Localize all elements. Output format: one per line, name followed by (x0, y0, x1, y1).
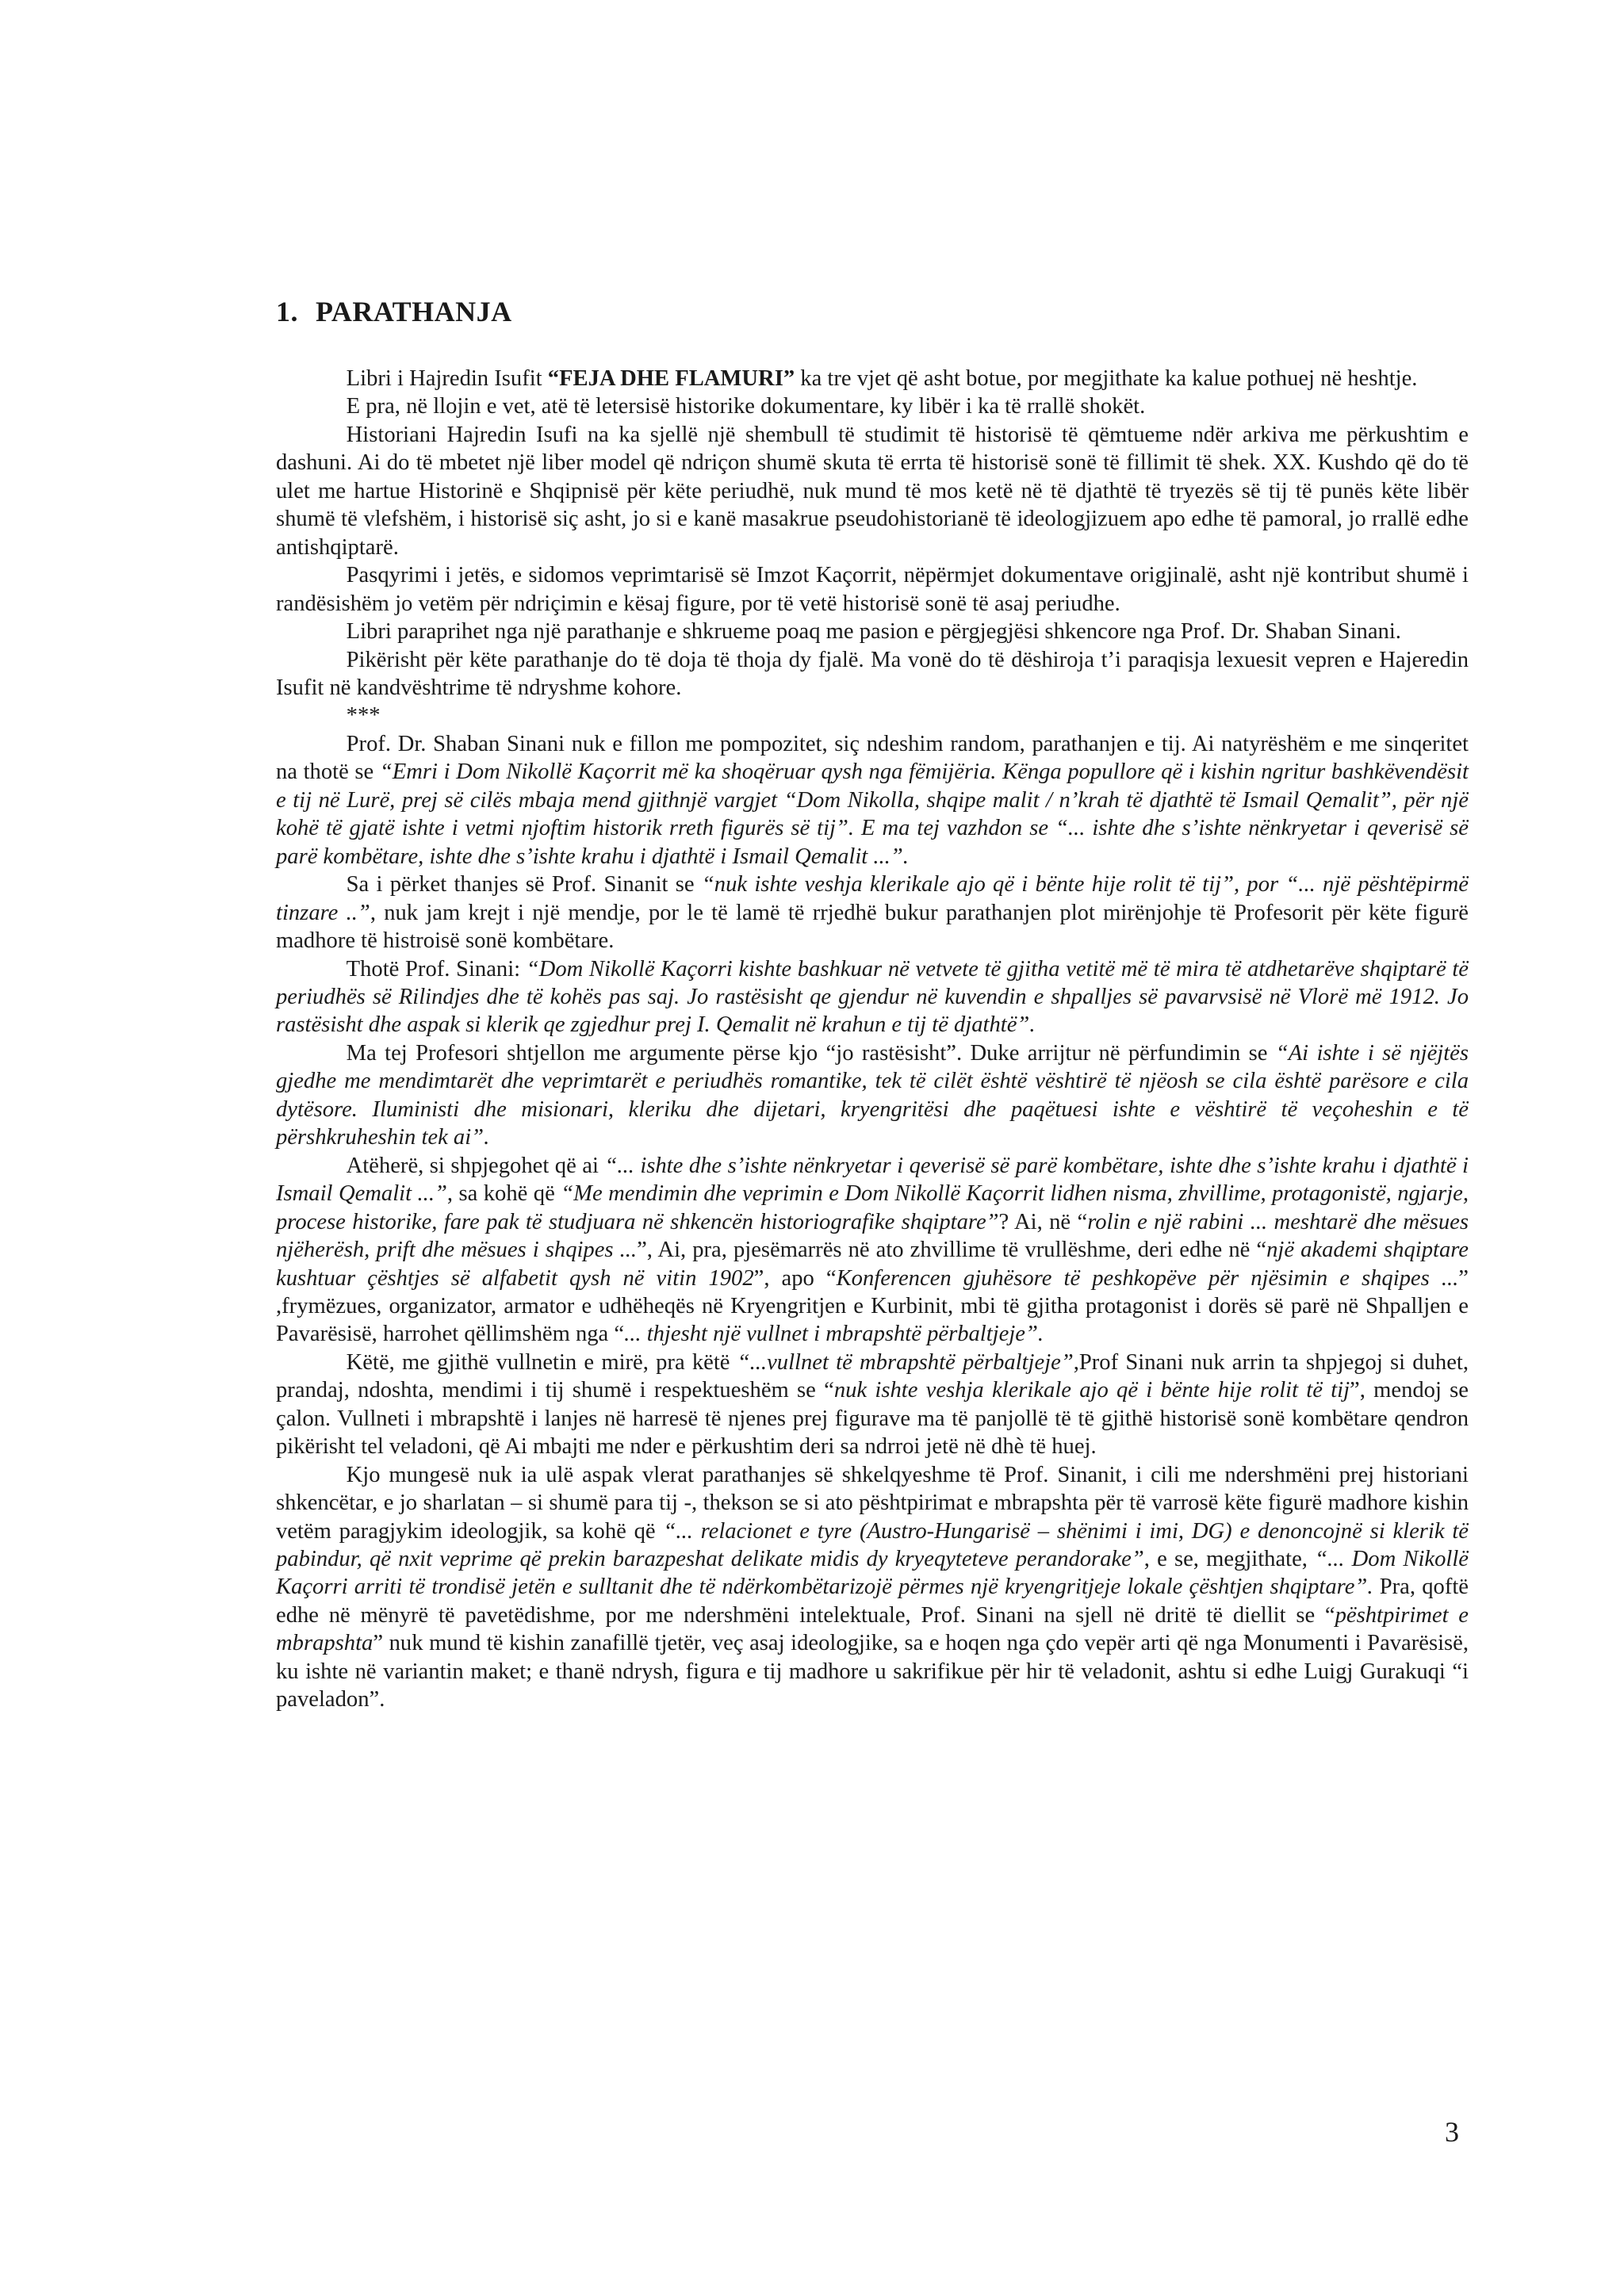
paragraph (276, 421, 1469, 561)
text-run: Pra, qoftë edhe në mënyrë të pavetëdishme, por me ndershmëni intelektuale, Prof. Sinani na sjell në dritë të diellit se “ (276, 1575, 1469, 1628)
text-run: Pikërisht për këte parathanje do të doja të thoja dy fjalë. Ma vonë do të dëshiroja t’i paraqisja lexuesit vepren e Hajeredin Isufit në kandvështrime të ndryshme kohore. (276, 647, 1469, 700)
text-run: Prof. Dr. Shaban Sinani nuk e fillon me pompozitet, siç ndeshim random, parathanjen e tij. Ai natyrëshëm e me sinqeritet na thotë se (276, 731, 1469, 785)
text-run: ” ,frymëzues, organizator, armator e udhëheqës në Kryengritjen e Kurbinit, mbi të gjitha protagonist i dorës së parë në Shpalljen e Pavarësisë, harrohet qëllimshëm nga “ (276, 1265, 1469, 1347)
quoted-text: “nuk ishte veshja klerikale ajo që i bënte hije rolit të tij”, por “... një pështëpirmë tinzare ..” (276, 872, 1469, 925)
text-run: ” nuk mund të kishin zanafillë tjetër, veç asaj ideologjike, sa e hoqen nga çdo vepër arti që nga Monumenti i Pavarësisë, ku ishte në variantin maket; e thanë ndrysh, figura e tij madhore u sakrifikue për hir të veladonit, ashtu si edhe Luigj Gurakuqi “i paveladon”. (276, 1631, 1469, 1712)
text-run: Pasqyrimi i jetës, e sidomos veprimtarisë së Imzot Kaçorrit, nëpërmjet dokumentave origjinalë, asht një kontribut shumë i randësishëm jo vetëm për ndriçimin e kësaj figure, por të vetë historisë sonë të asaj periudhe. (276, 563, 1469, 616)
quoted-text: rolin e një rabini ... meshtarë dhe mësues njëherësh, prift dhe mësues i shqipes ... (276, 1209, 1469, 1263)
quoted-text: ... thjesht një vullnet i mbrapshtë përbaltjeje”. (624, 1322, 1044, 1347)
text-run: Atëherë, si shpjegohet që ai (346, 1153, 605, 1178)
paragraph (276, 561, 1469, 618)
quoted-text: një akademi shqiptare kushtuar çështjes së alfabetit qysh në vitin 1902 (276, 1238, 1469, 1291)
text-run: Këtë, me gjithë vullnetin e mirë, pra këtë (346, 1349, 737, 1375)
section-number: 1. (276, 296, 298, 327)
paragraph (276, 1152, 1469, 1349)
text-run: Historiani Hajredin Isufi na ka sjellë një shembull të studimit të historisë të qëmtueme ndër arkiva me përkushtim e dashuni. Ai do të mbetet një liber model që ndriçon shumë skuta të errta të historisë sonë të fillimit të shek. XX. Kushdo që do të ulet me hartue Historinë e Shqipnisë për këte periudhë, nuk mund të mos ketë në të djathtë të tryezës së tij të punës këte libër shumë të vlefshëm, i historisë siç asht, jo si e kanë masakrue pseudohistorianë të ideologjizuem apo edhe të pamoral, jo rrallë edhe antishqiptarë. (276, 422, 1469, 560)
text-run: , sa kohë që (446, 1181, 561, 1207)
paragraph (276, 392, 1469, 420)
text-run: ,Prof Sinani nuk arrin ta shpjegoj si duhet, prandaj, ndoshta, mendimi i tij shumë i respektueshëm se “ (276, 1349, 1469, 1403)
text-run: , nuk jam krejt i një mendje, por le të lamë të rrjedhë bukur parathanjen plot mirënjohje të Profesorit për këte figurë madhore të histroisë sonë kombëtare. (276, 900, 1469, 954)
quoted-text: “... ishte dhe s’ishte nënkryetar i qeverisë së parë kombëtare, ishte dhe s’ishte krahu i djathtë i Ismail Qemalit ...” (276, 1153, 1469, 1207)
section-title: PARATHANJA (316, 296, 512, 327)
paragraph (276, 1039, 1469, 1152)
text-run: Sa i përket thanjes së Prof. Sinanit se (346, 872, 702, 897)
text-run: ”, mendoj se çalon. Vullneti i mbrapshtë i lanjes në harresë të njenes prej figurave ma të panjollë të të gjithë historisë sonë kombëtare qendron pikërisht tel veladoni, që Ai mbajti me nder e përkushtim deri sa ndrroi jetë në dhè të huej. (276, 1378, 1469, 1460)
quoted-text: “Me mendimin dhe veprimin e Dom Nikollë Kaçorrit lidhen nisma, zhvillime, protagonistë, ngjarje, procese historike, fare pak të studjuara në shkencën historiografike shqiptare” (276, 1181, 1469, 1234)
paragraph (276, 730, 1469, 871)
text-run: ka tre vjet që asht botue, por megjithate ka kalue pothuej në heshtje. (795, 366, 1418, 391)
text-run: Ma tej Profesori shtjellon me argumente përse kjo “jo rastësisht”. Duke arrijtur në përfundimin se (346, 1040, 1276, 1066)
quoted-text: nuk ishte veshja klerikale ajo që i bënte hije rolit të tij (833, 1378, 1350, 1403)
text-run: ? Ai, në “ (998, 1209, 1088, 1234)
page-number: 3 (1445, 2116, 1459, 2148)
text-run: Libri i Hajredin Isufit (346, 366, 548, 391)
book-title: “FEJA DHE FLAMURI” (547, 366, 795, 391)
section-separator (276, 702, 1469, 729)
paragraph (276, 1349, 1469, 1461)
paragraph (276, 618, 1469, 645)
text-run: , e se, megjithate, (1143, 1547, 1316, 1572)
quoted-text: “... relacionet e tyre (Austro-Hungarisë – shënimi i imi, DG) e denoncojnë si klerik të pabindur, që nxit veprime që prekin barazpeshat delikate midis dy kryeqyteteve perandorake” (276, 1518, 1469, 1572)
quoted-text: pështpirimet e mbrapshta (276, 1602, 1469, 1656)
quoted-text: “...vullnet të mbrapshtë përbaltjeje” (737, 1349, 1074, 1375)
section-heading (276, 295, 512, 328)
paragraph (276, 1461, 1469, 1714)
text-run: Thotë Prof. Sinani: (346, 956, 527, 982)
paragraph (276, 955, 1469, 1039)
paragraph (276, 646, 1469, 702)
quoted-text: “Ai ishte i së njëjtës gjedhe me mendimtarët dhe veprimtarët e periudhës romantike, tek të cilët është vështirë të njëosh se cila është parësore e cila dytësore. Iluministi dhe misionari, kleriku dhe dijetari, kryengritësi dhe paqëtuesi ishte e vështirë të veçoheshin e të përshkruheshin tek ai”. (276, 1040, 1469, 1150)
text-run: Kjo mungesë nuk ia ulë aspak vlerat parathanjes së shkelqyeshme të Prof. Sinanit, i cili me ndershmëni prej historiani shkencëtar, e jo sharlatan – si shumë para tij -, thekson se si ato pështpirimat e mbrapshta për të varrosë këte figurë madhore kishin vetëm paragjykim ideologjik, sa kohë që (276, 1462, 1469, 1544)
text-run: E pra, në llojin e vet, atë të letersisë historike dokumentare, ky libër i ka të rrallë shokët. (346, 394, 1146, 419)
quoted-text: “Emri i Dom Nikollë Kaçorrit më ka shoqëruar qysh nga fëmijëria. Kënga popullore që i kishin ngritur bashkëvendësit e tij në Lurë, prej së cilës mbaja mend gjithnjë vargjet “Dom Nikolla, shqipe malit / n’krah të djathtë të Ismail Qemalit”, për një kohë të gjatë ishte i vetmi njoftim historik rreth figurës së tij”. E ma tej vazhdon se “... ishte dhe s’ishte nënkryetar i qeverisë së parë kombëtare, ishte dhe s’ishte krahu i djathtë i Ismail Qemalit ...”. (276, 760, 1469, 869)
quoted-text: “... Dom Nikollë Kaçorri arriti të trondisë jetën e sulltanit dhe të ndërkombëtarizojë përmes një kryengritjeje lokale çështjen shqiptare”. (276, 1547, 1469, 1600)
text-run: *** (346, 703, 381, 729)
quoted-text: “Dom Nikollë Kaçorri kishte bashkuar në vetvete të gjitha vetitë më të mira të atdhetarëve shqiptarë të periudhës së Rilindjes dhe të kohës pas saj. Jo rastësisht qe gjendur në kuvendin e shpalljes së pavarvsisë në Vlorë më 1912. Jo rastësisht dhe aspak si klerik qe zgjedhur prej I. Qemalit në krahun e tij të djathtë”. (276, 956, 1469, 1038)
body-text (276, 365, 1469, 1714)
text-run: ”, apo “ (753, 1265, 837, 1291)
text-run: ”, Ai, pra, pjesëmarrës në ato zhvillime të vrullëshme, deri edhe në “ (637, 1238, 1267, 1263)
text-run: Libri paraprihet nga një parathanje e shkrueme poaq me pasion e përgjegjësi shkencore nga Prof. Dr. Shaban Sinani. (346, 619, 1401, 645)
paragraph (276, 365, 1469, 392)
paragraph (276, 871, 1469, 955)
quoted-text: Konferencen gjuhësore të peshkopëve për njësimin e shqipes ... (836, 1265, 1459, 1291)
